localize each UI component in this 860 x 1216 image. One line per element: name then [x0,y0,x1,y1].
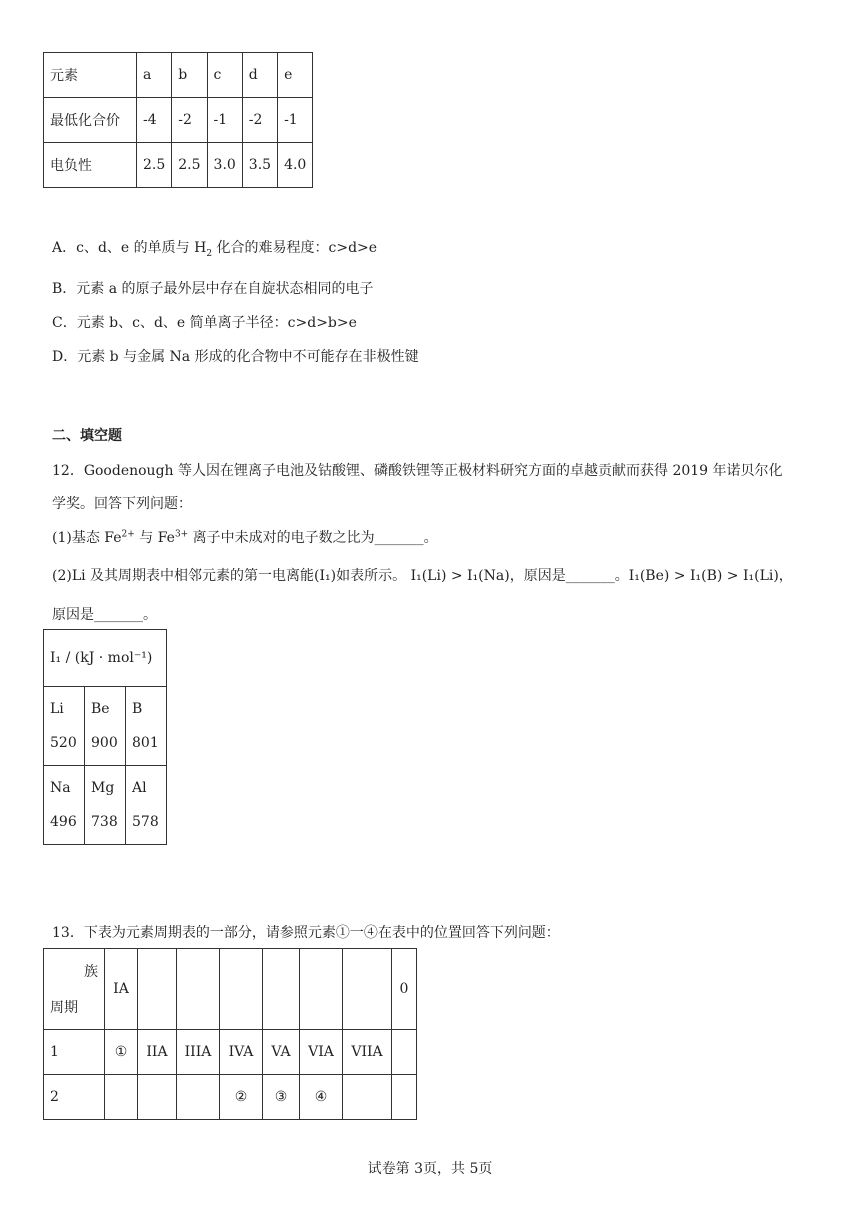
table-cell [220,949,263,1030]
option-a-text: A．c、d、e 的单质与 H [52,240,207,256]
corner-cell [44,949,105,1030]
table-cell: ② [220,1075,263,1120]
option-a-subscript: 2 [206,248,213,259]
table-cell [263,949,300,1030]
table-header-cell: a [137,53,172,98]
table-cell: 0 [392,949,417,1030]
table-cell: 3.5 [242,143,277,188]
option-c: C．元素 b、c、d、e 简单离子半径：c>d>b>e [52,315,357,331]
option-b: B．元素 a 的原子最外层中存在自旋状态相同的电子 [52,281,374,297]
table-cell [138,949,177,1030]
element-cell [85,687,126,766]
table-header-cell: e [278,53,313,98]
q12-line1: 12．Goodenough 等人因在锂离子电池及钴酸锂、磷酸铁锂等正极材料研究方面的卓越贡献而获得 2019 年诺贝尔化 [52,463,783,479]
table-cell: VA [263,1030,300,1075]
table-cell: 3.0 [207,143,242,188]
table-cell [138,1075,177,1120]
element-cell [44,687,85,766]
table-cell [300,949,343,1030]
element-symbol: Be [91,701,110,717]
table-header-cell: 元素 [44,53,137,98]
element-value: 578 [132,814,159,830]
element-value: 496 [50,814,77,830]
element-symbol: Al [132,780,147,796]
q12-line2: 学奖。回答下列问题： [52,496,192,512]
table-cell [177,1075,220,1120]
periodic-table-fragment [43,948,417,1120]
table-cell [177,949,220,1030]
page-footer: 试卷第 3页，共 5页 [367,1161,493,1177]
q12-part2: (2)Li 及其周期表中相邻元素的第一电离能(I₁)如表所示。 I₁(Li) > I₁(Na)，原因是_______。I₁(Be) > I₁(B) > I₁(Li)， [52,568,793,584]
element-symbol: Li [50,701,64,717]
table-cell: ④ [300,1075,343,1120]
table-cell: IVA [220,1030,263,1075]
table-header-cell: c [207,53,242,98]
corner-period-label: 周期 [50,1000,78,1016]
element-cell [44,766,85,845]
fe-charge-3: 3+ [174,529,189,540]
q12-part2-cont: 原因是_______。 [52,607,157,623]
table-cell: -4 [137,98,172,143]
table-cell: 2.5 [172,143,207,188]
q12-part1-b: 与 Fe [134,530,175,546]
option-d: D．元素 b 与金属 Na 形成的化合物中不可能存在非极性键 [52,349,419,365]
table-cell [392,1030,417,1075]
table-cell: ① [105,1030,138,1075]
table-cell: -2 [242,98,277,143]
electronegativity-table [43,52,313,188]
element-cell [85,766,126,845]
table-row-label: 最低化合价 [44,98,137,143]
ionization-header: I₁ / (kJ · mol⁻¹) [44,630,167,687]
element-value: 801 [132,735,159,751]
option-a-tail: 化合的难易程度：c>d>e [212,240,378,256]
table-cell: -1 [207,98,242,143]
element-cell [126,766,167,845]
element-value: 520 [50,735,77,751]
element-symbol: B [132,701,143,717]
table-cell: -1 [278,98,313,143]
table-cell: IA [105,949,138,1030]
element-cell [126,687,167,766]
ionization-energy-table [43,629,167,845]
table-header-cell: b [172,53,207,98]
q12-part1-a: (1)基态 Fe [52,530,122,546]
element-symbol: Na [50,780,71,796]
period-label: 2 [44,1075,105,1120]
table-row-label: 电负性 [44,143,137,188]
fe-charge-2: 2+ [121,529,135,540]
table-cell: ③ [263,1075,300,1120]
option-a [52,237,377,259]
element-value: 738 [91,814,118,830]
element-symbol: Mg [91,780,115,796]
table-cell [343,949,392,1030]
q12-part1 [52,527,438,547]
table-cell: VIIA [343,1030,392,1075]
period-label: 1 [44,1030,105,1075]
table-cell: 2.5 [137,143,172,188]
element-value: 900 [91,735,118,751]
q13-line1: 13．下表为元素周期表的一部分，请参照元素①一④在表中的位置回答下列问题： [52,925,560,941]
table-cell: IIA [138,1030,177,1075]
section-heading: 二、填空题 [52,428,122,444]
table-header-cell: d [242,53,277,98]
table-cell [105,1075,138,1120]
table-cell [343,1075,392,1120]
table-cell: VIA [300,1030,343,1075]
q12-part1-c: 离子中未成对的电子数之比为_______。 [188,530,438,546]
table-cell: -2 [172,98,207,143]
table-cell [392,1075,417,1120]
table-cell: IIIA [177,1030,220,1075]
table-cell: 4.0 [278,143,313,188]
corner-group-label: 族 [84,964,98,980]
